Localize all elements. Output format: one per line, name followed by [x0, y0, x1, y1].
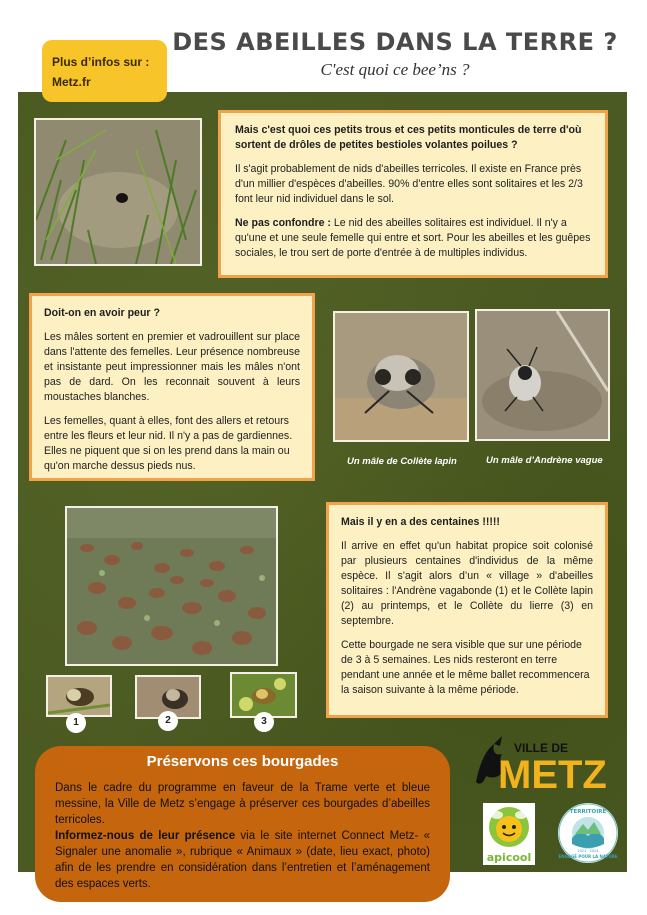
preserve-call-to-action: Informez-nous de leur présence	[55, 830, 236, 842]
card-hundreds-para2: Cette bourgade ne sera visible que sur une période de 3 à 5 semaines. Les nids resteront en terre pendant une année et le même ballet recommencera la saison suivante à la même période.	[341, 639, 590, 696]
territoire-years-text: 2021 · 2024	[577, 849, 599, 853]
bee-colletes-image	[335, 313, 467, 440]
card-hundreds-para1: Il arrive en effet qu'un habitat propice soit colonisé par plusieurs centaines d'individus de la même espèce. Il s'agit alors d’un « village » d'abeilles solitaires : l'Andrène vagabonde (1) et le Collète lapin (2) au printemps, et le Collète du lierre (3) en septembre.	[341, 540, 593, 627]
preserve-instructions: via le site internet Connect Metz- « Signaler une anomalie », rubrique « Animaux » (date, lieu exact, photo) afin de les prendre en considération dans l’entretien et l’aménagement des espaces verts.	[55, 830, 431, 890]
thumb-1-image	[48, 677, 110, 715]
card-fear	[29, 293, 315, 481]
caption-colletes: Un mâle de Collète lapin	[347, 456, 457, 467]
apicool-bee-icon	[483, 803, 535, 865]
metz-logo-small-text: VILLE DE	[514, 741, 569, 755]
apicool-logo	[483, 803, 535, 865]
card-holes	[218, 110, 608, 278]
card-holes-para1: Il s'agit probablement de nids d'abeilles terricoles. Il existe en France près d'un millier d'espèces d'abeilles. 90% d'entre elles sont solitaires et les 2/3 font leur nid individuel dans le sol.	[235, 163, 583, 205]
bee-andrena-image	[477, 311, 608, 439]
metz-logo-big-text: METZ	[498, 753, 607, 792]
card-holes-para2	[235, 216, 591, 261]
confusion-text: Le nid des abeilles solitaires est individuel. Il n'y a qu'une et une seule femelle qui entre et sort. Pour les abeilles et les guêpes sociales, le trou sert de porte d'entrée à de multiples individus.	[235, 217, 591, 259]
preserve-para2	[55, 828, 430, 892]
thumb-number-1: 1	[66, 713, 86, 733]
bee-village-photo	[65, 506, 278, 666]
territoire-top-text: TERRITOIRE	[569, 809, 607, 815]
preserve-para1: Dans le cadre du programme en faveur de la Trame verte et bleue messine, la Ville de Metz s’engage à préserver ces bourgades d’abeilles terricoles.	[55, 782, 430, 826]
page-subtitle: C'est quoi ce bee’ns ?	[320, 60, 470, 79]
bee-colletes-photo	[333, 311, 469, 442]
thumb-number-2: 2	[158, 711, 178, 731]
info-link[interactable]: Metz.fr	[52, 75, 91, 89]
card-fear-para1: Les mâles sortent en premier et vadrouillent sur place dans l'attente des femelles. Leur présence nombreuse et insistante peut impressionner mais les mâles n'ont pas de dard. On les reconnait souvent à leurs moustaches blanches.	[44, 331, 300, 403]
card-hundreds-question: Mais il y en a des centaines !!!!!	[341, 516, 500, 528]
nest-hole-photo	[34, 118, 202, 266]
nest-hole-image	[36, 120, 200, 264]
bee-andrena-photo	[475, 309, 610, 441]
card-hundreds	[326, 502, 608, 718]
preserve-title: Préservons ces bourgades	[146, 753, 339, 770]
ville-de-metz-logo	[472, 732, 612, 792]
info-box[interactable]	[42, 40, 167, 102]
card-fear-para2: Les femelles, quant à elles, font des allers et retours entre les fleurs et leur nid. Il n'y a pas de gardiennes. Elles ne piquent que si on les prend dans la main ou qu'on marche dessus pieds nus.	[44, 415, 293, 472]
preserve-box	[35, 746, 450, 902]
bee-village-image	[67, 508, 276, 664]
thumb-3-image	[232, 674, 295, 716]
info-line-1: Plus d’infos sur :	[52, 55, 150, 69]
thumb-number-3: 3	[254, 712, 274, 732]
page-title: DES ABEILLES DANS LA TERRE ?	[172, 28, 618, 56]
thumb-andrena-vagans	[46, 675, 112, 717]
apicool-text: apicool	[486, 851, 532, 864]
territoire-nature-icon	[557, 802, 619, 864]
caption-andrena: Un mâle d’Andrène vague	[486, 455, 603, 466]
confusion-label: Ne pas confondre :	[235, 217, 331, 229]
territoire-bottom-text: ENGAGÉ POUR LA NATURE	[558, 854, 618, 859]
card-holes-question: Mais c'est quoi ces petits trous et ces petits monticules de terre d'où sortent de drôles de petites bestioles volantes poilues ?	[235, 124, 582, 151]
metz-dragon-icon	[472, 732, 612, 792]
territoire-engage-logo	[557, 802, 619, 864]
card-fear-question: Doit-on en avoir peur ?	[44, 307, 160, 319]
